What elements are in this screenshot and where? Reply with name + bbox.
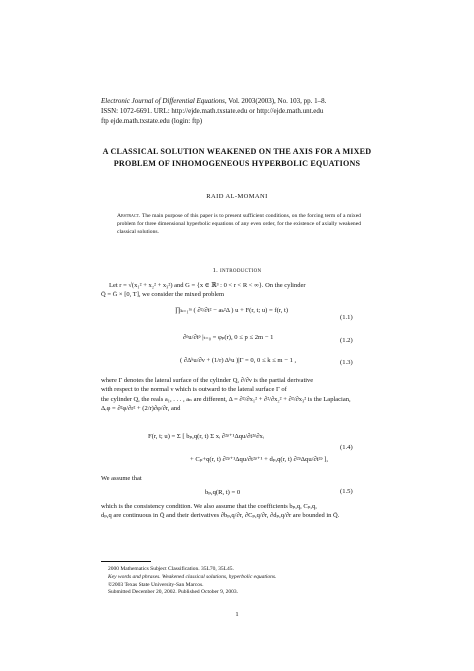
journal-citation: , Vol. 2003(2003), No. 103, pp. 1–8. [224,97,327,105]
equation-1-5: bₚ,q(R, t) = 0 [205,489,241,496]
paragraph-2-line-3: the cylinder Q, the reals a₁, . . . , aₙ are different, Δ = ∂²/∂x₁² + ∂²/∂x₂² + ∂²/∂x₃² is the Laplacian, [101,395,351,403]
equation-1-3: ( ∂Δᵏu/∂ν + (1/r) Δᵏu )|Γ = 0, 0 ≤ k ≤ m − 1 , [180,357,297,364]
footnote-keywords: Key words and phrases. Weakened classical solutions, hyperbolic equations. [108,573,277,580]
paragraph-3: We assume that [101,475,142,482]
paragraph-4-line-2: dₚ,q are continuous in Q̄ and their derivatives ∂bₚ,q/∂r, ∂Cₚ,q/∂r, ∂dₚ,q/∂r are bounded in Q̄. [101,512,340,520]
footnote-copyright: ©2003 Texas State University-San Marcos. [108,581,204,588]
journal-name: Electronic Journal of Differential Equations [101,97,225,105]
paragraph-2-line-4: Δᵣφ = ∂²φ/∂r² + (2/r)∂φ/∂r, and [101,404,181,412]
equation-1-4-line-2: + Cₚ+q(r, t) ∂²ᵖ⁺¹Δqu/∂t²ᵖ⁺¹ + dₚ,q(r, t) ∂²ᵖΔqu/∂t²ᵖ ], [190,456,329,463]
abstract [117,212,361,236]
equation-number-1-4: (1.4) [340,444,353,451]
footnotes [108,566,370,597]
paragraph-4 [101,502,363,521]
ftp-line: ftp ejde.math.txstate.edu (login: ftp) [101,117,203,125]
equation-number-1-2: (1.2) [340,337,353,344]
paragraph-2-line-1: where Γ denotes the lateral surface of the cylinder Q, ∂/∂ν is the partial derivative [101,377,314,384]
footnote-divider [101,561,151,562]
paragraph-2-line-2: with respect to the normal ν which is outward to the lateral surface Γ of [101,386,287,394]
footnote-msc: 2000 Mathematics Subject Classification. 35L70, 35L45. [108,566,234,572]
equation-1-2: ∂ᵖu/∂tᵖ |ₜ₌₀ = φₚ(r), 0 ≤ p ≤ 2m − 1 [183,334,274,341]
paragraph-1-line-1: Let r = √(x₁² + x₂² + x₃²) and G = {x ∈ ℝ³ : 0 < r < R < ∞}. On the cylinder [109,282,306,289]
equation-1-4-line-1: F(r, t; u) = Σ [ bₚ,q(r, t) Σ xᵢ ∂²ᵖ⁺¹Δqu/∂t²ᵖ∂xᵢ [148,433,264,440]
paragraph-1-line-2: Q̄ = Ḡ × [0, T], we consider the mixed problem [101,291,225,299]
issn-line: ISSN: 1072-6691. URL: http://ejde.math.txstate.edu or http://ejde.math.unt.edu [101,107,324,115]
author-name: RAID AL-MOMANI [206,193,268,200]
equation-number-1-3: (1.3) [340,359,353,366]
paragraph-1 [101,281,363,300]
equation-number-1-5: (1.5) [340,488,353,495]
section-heading: 1. introduction [212,267,262,274]
abstract-text: The main purpose of this paper is to present sufficient conditions, on the forcing term of a mixed problem for three dimensional hyperbolic equations of any even order, for the existence of axially weakened classical solutions. [117,213,361,236]
paragraph-4-line-1: which is the consistency condition. We also assume that the coefficients bₚ,q, Cₚ,q, [101,503,317,510]
page-number: 1 [235,611,239,618]
paragraph-2 [101,376,363,413]
footnote-submitted: Submitted December 20, 2002. Published October 9, 2003. [108,589,238,596]
equation-number-1-1: (1.1) [340,314,353,321]
journal-header [101,96,401,126]
equation-1-1: ∏ₖ₌₁ᵐ ( ∂²/∂t² − aₖ²Δ ) u + F(r, t; u) = f(r, t) [175,307,289,314]
abstract-label: Abstract. [117,213,141,219]
paper-title: A CLASSICAL SOLUTION WEAKENED ON THE AXIS FOR A MIXED PROBLEM OF INHOMOGENEOUS HYPERBOLIC EQUATIONS [102,147,372,168]
